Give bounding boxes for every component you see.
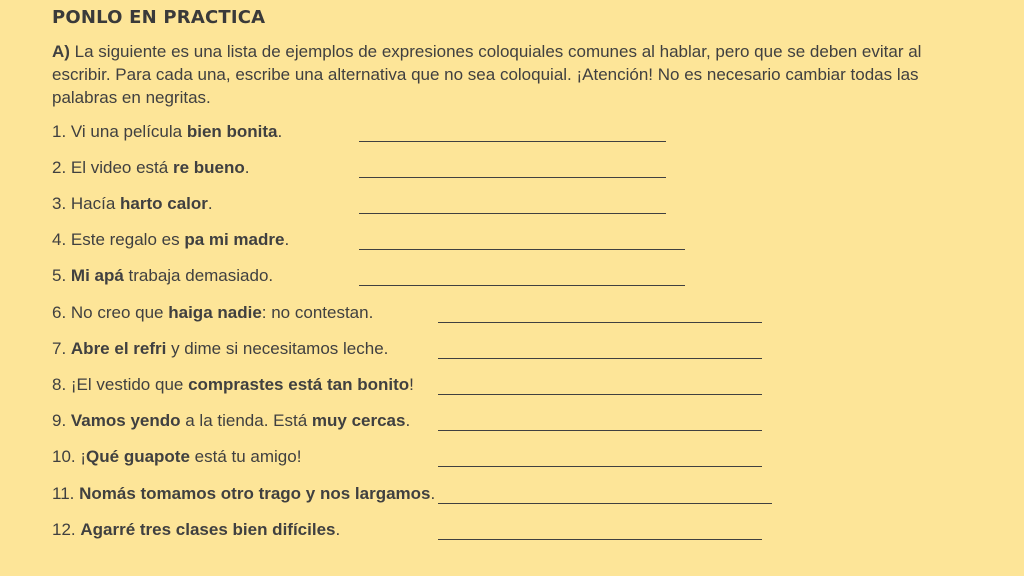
answer-line-2[interactable] <box>359 177 666 178</box>
answer-line-1[interactable] <box>359 141 666 142</box>
exercise-item-4 <box>52 229 289 251</box>
bold-phrase: muy cercas <box>311 411 406 430</box>
item-text: trabaja demasiado. <box>123 266 274 285</box>
item-text: 10. ¡ <box>52 447 87 466</box>
item-text: . <box>207 194 213 213</box>
item-text: . <box>430 484 436 503</box>
answer-line-7[interactable] <box>438 358 762 359</box>
exercise-item-1 <box>52 121 282 143</box>
bold-phrase: pa mi madre <box>184 230 285 249</box>
exercise-item-9 <box>52 410 410 432</box>
bold-phrase: re bueno <box>172 158 245 177</box>
bold-phrase: Mi apá <box>70 266 124 285</box>
item-text: y dime si necesitamos leche. <box>166 339 389 358</box>
instructions <box>52 40 972 109</box>
exercise-item-12 <box>52 519 340 541</box>
instructions-label: A) <box>52 42 70 61</box>
page-title: PONLO EN PRACTICA <box>52 7 266 28</box>
item-text: . <box>284 230 290 249</box>
answer-line-12[interactable] <box>438 539 762 540</box>
item-text: está tu amigo! <box>189 447 302 466</box>
bold-phrase: bien bonita <box>186 122 278 141</box>
bold-phrase: Agarré tres clases bien difíciles <box>80 520 336 539</box>
exercise-item-8 <box>52 374 414 396</box>
item-text: . <box>335 520 341 539</box>
item-text: : no contestan. <box>261 303 374 322</box>
instructions-text: La siguiente es una lista de ejemplos de expresiones coloquiales comunes al hablar, pero que se deben evitar al escribir. Para cada una, escribe una alternativa que no sea coloquial. ¡Atención! No es necesario cambiar todas las palabras en negritas. <box>52 42 922 107</box>
item-text: . <box>277 122 283 141</box>
answer-line-6[interactable] <box>438 322 762 323</box>
answer-line-3[interactable] <box>359 213 666 214</box>
item-text: 8. ¡El vestido que <box>52 375 189 394</box>
exercise-item-5 <box>52 265 273 287</box>
item-text: 12. <box>52 520 81 539</box>
exercise-item-3 <box>52 193 213 215</box>
exercise-item-7 <box>52 338 388 360</box>
item-text: 11. <box>52 484 80 503</box>
item-text: 2. El video está <box>52 158 173 177</box>
answer-line-4[interactable] <box>359 249 685 250</box>
exercise-item-6 <box>52 302 373 324</box>
answer-line-11[interactable] <box>438 503 772 504</box>
item-text: 1. Vi una película <box>52 122 187 141</box>
bold-phrase: Abre el refri <box>70 339 167 358</box>
answer-line-9[interactable] <box>438 430 762 431</box>
answer-line-5[interactable] <box>359 285 685 286</box>
item-text: 3. Hacía <box>52 194 121 213</box>
item-text: . <box>244 158 250 177</box>
item-text: . <box>405 411 411 430</box>
bold-phrase: Vamos yendo <box>70 411 181 430</box>
bold-phrase: harto calor <box>120 194 208 213</box>
item-text: a la tienda. Está <box>180 411 312 430</box>
answer-line-10[interactable] <box>438 466 762 467</box>
bold-phrase: haiga nadie <box>168 303 262 322</box>
bold-phrase: Nomás tomamos otro trago y nos largamos <box>79 484 431 503</box>
bold-phrase: Qué guapote <box>86 447 190 466</box>
item-text: 6. No creo que <box>52 303 169 322</box>
answer-line-8[interactable] <box>438 394 762 395</box>
exercise-item-11 <box>52 483 435 505</box>
exercise-item-10 <box>52 446 301 468</box>
bold-phrase: comprastes está tan bonito <box>188 375 410 394</box>
item-text: 5. <box>52 266 71 285</box>
item-text: ! <box>409 375 414 394</box>
exercise-item-2 <box>52 157 250 179</box>
item-text: 9. <box>52 411 71 430</box>
item-text: 7. <box>52 339 71 358</box>
item-text: 4. Este regalo es <box>52 230 185 249</box>
